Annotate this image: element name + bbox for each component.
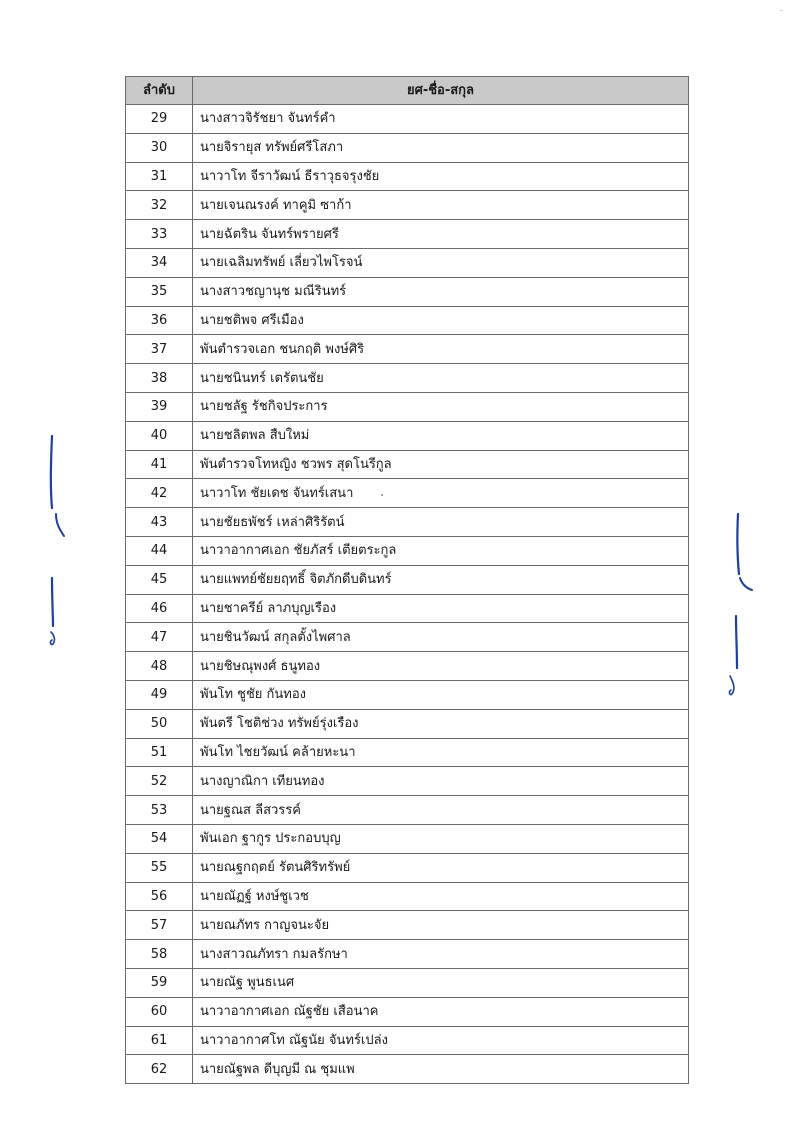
row-full-name: นายชลิตพล สืบใหม่ xyxy=(193,421,689,450)
row-full-name: นายณภัทร กาญจนะจัย xyxy=(193,911,689,940)
table-row xyxy=(126,997,689,1026)
row-full-name: พันโท ชูชัย กันทอง xyxy=(193,680,689,709)
row-full-name: นายชินวัฒน์ สกุลตั้งไพศาล xyxy=(193,623,689,652)
table-row xyxy=(126,824,689,853)
row-order-number: 60 xyxy=(126,997,193,1026)
row-order-number: 35 xyxy=(126,277,193,306)
row-order-number: 57 xyxy=(126,911,193,940)
row-order-number: 54 xyxy=(126,824,193,853)
table-row xyxy=(126,133,689,162)
row-order-number: 59 xyxy=(126,968,193,997)
table-row xyxy=(126,709,689,738)
row-full-name: นายจิรายุส ทรัพย์ศรีโสภา xyxy=(193,133,689,162)
handwritten-signature-icon xyxy=(720,508,760,708)
table-row xyxy=(126,248,689,277)
row-full-name: นางสาวจิรัชยา จันทร์คำ xyxy=(193,105,689,134)
table-body xyxy=(126,105,689,1084)
table-row xyxy=(126,105,689,134)
table-row xyxy=(126,191,689,220)
row-full-name: นายณัฏฐ์ หงษ์ชูเวช xyxy=(193,882,689,911)
row-full-name: นายณฐกฤตย์ รัตนศิริทรัพย์ xyxy=(193,853,689,882)
row-full-name: นายชิษณุพงศ์ ธนูทอง xyxy=(193,652,689,681)
table-row xyxy=(126,680,689,709)
row-full-name: นายชาครีย์ ลาภบุญเรือง xyxy=(193,594,689,623)
row-order-number: 37 xyxy=(126,335,193,364)
row-order-number: 56 xyxy=(126,882,193,911)
table-row xyxy=(126,364,689,393)
table-row xyxy=(126,940,689,969)
row-order-number: 32 xyxy=(126,191,193,220)
row-full-name: นายเจนณรงค์ ทาคูมิ ซาก้า xyxy=(193,191,689,220)
table-row xyxy=(126,392,689,421)
row-order-number: 51 xyxy=(126,738,193,767)
row-order-number: 38 xyxy=(126,364,193,393)
row-order-number: 30 xyxy=(126,133,193,162)
column-header-name: ยศ-ชื่อ-สกุล xyxy=(193,77,689,105)
table-row xyxy=(126,220,689,249)
row-order-number: 33 xyxy=(126,220,193,249)
row-full-name: พันโท ไชยวัฒน์ คล้ายหะนา xyxy=(193,738,689,767)
table-row xyxy=(126,508,689,537)
column-header-order: ลำดับ xyxy=(126,77,193,105)
row-order-number: 55 xyxy=(126,853,193,882)
table-row xyxy=(126,335,689,364)
table-row xyxy=(126,421,689,450)
row-full-name: พันเอก ฐากูร ประกอบบุญ xyxy=(193,824,689,853)
row-order-number: 40 xyxy=(126,421,193,450)
row-full-name: นาวาโท ชัยเดช จันทร์เสนา xyxy=(193,479,689,508)
row-order-number: 58 xyxy=(126,940,193,969)
scan-mark xyxy=(780,10,783,11)
row-order-number: 42 xyxy=(126,479,193,508)
row-full-name: นายชติพจ ศรีเมือง xyxy=(193,306,689,335)
row-order-number: 29 xyxy=(126,105,193,134)
row-order-number: 39 xyxy=(126,392,193,421)
row-full-name: นาวาอากาศโท ณัฐนัย จันทร์เปล่ง xyxy=(193,1026,689,1055)
row-full-name: นายฉัตริน จันทร์พรายศรี xyxy=(193,220,689,249)
row-full-name: นางสาวชญานุช มณีรินทร์ xyxy=(193,277,689,306)
table-row xyxy=(126,968,689,997)
row-order-number: 44 xyxy=(126,536,193,565)
row-order-number: 62 xyxy=(126,1055,193,1084)
row-full-name: นายณัฐพล ดีบุญมี ณ ชุมแพ xyxy=(193,1055,689,1084)
row-full-name: นายชนินทร์ เตรัตนชัย xyxy=(193,364,689,393)
row-full-name: นาวาโท จีราวัฒน์ ธีราวุธจรุงชัย xyxy=(193,162,689,191)
table-row xyxy=(126,479,689,508)
table-row xyxy=(126,536,689,565)
table-row xyxy=(126,796,689,825)
table-row xyxy=(126,882,689,911)
row-full-name: นางญาณิกา เทียนทอง xyxy=(193,767,689,796)
row-full-name: นางสาวณภัทรา กมลรักษา xyxy=(193,940,689,969)
row-order-number: 49 xyxy=(126,680,193,709)
stray-dot xyxy=(381,494,383,496)
table-row xyxy=(126,853,689,882)
row-full-name: นายณัฐ พูนธเนศ xyxy=(193,968,689,997)
row-order-number: 45 xyxy=(126,565,193,594)
row-full-name: นายแพทย์ชัยยฤทธิ์ จิตภักดีบดินทร์ xyxy=(193,565,689,594)
row-order-number: 34 xyxy=(126,248,193,277)
name-list-table xyxy=(125,76,689,1084)
row-full-name: นายฐณส ลีสวรรค์ xyxy=(193,796,689,825)
row-order-number: 31 xyxy=(126,162,193,191)
row-order-number: 52 xyxy=(126,767,193,796)
row-full-name: พันตรี โชติช่วง ทรัพย์รุ่งเรือง xyxy=(193,709,689,738)
row-order-number: 43 xyxy=(126,508,193,537)
table-row xyxy=(126,623,689,652)
row-full-name: นาวาอากาศเอก ชัยภัสร์ เตียตระกูล xyxy=(193,536,689,565)
row-order-number: 48 xyxy=(126,652,193,681)
row-full-name: นายชลัฐ รัชกิจประการ xyxy=(193,392,689,421)
row-full-name: พันตำรวจเอก ชนกฤติ พงษ์ศิริ xyxy=(193,335,689,364)
row-order-number: 46 xyxy=(126,594,193,623)
table-row xyxy=(126,911,689,940)
row-order-number: 41 xyxy=(126,450,193,479)
table-row xyxy=(126,450,689,479)
table-row xyxy=(126,162,689,191)
row-order-number: 61 xyxy=(126,1026,193,1055)
row-full-name: นายเฉลิมทรัพย์ เลี่ยวไพโรจน์ xyxy=(193,248,689,277)
row-order-number: 50 xyxy=(126,709,193,738)
table-row xyxy=(126,1055,689,1084)
table-row xyxy=(126,1026,689,1055)
table-row xyxy=(126,738,689,767)
table-row xyxy=(126,652,689,681)
table-row xyxy=(126,594,689,623)
row-order-number: 47 xyxy=(126,623,193,652)
table-header-row xyxy=(126,77,689,105)
row-full-name: นาวาอากาศเอก ณัฐชัย เสือนาค xyxy=(193,997,689,1026)
row-full-name: พันตำรวจโทหญิง ชวพร สุดโนรีกูล xyxy=(193,450,689,479)
row-order-number: 36 xyxy=(126,306,193,335)
row-order-number: 53 xyxy=(126,796,193,825)
table-row xyxy=(126,565,689,594)
table-row xyxy=(126,277,689,306)
row-full-name: นายชัยธพัชร์ เหล่าศิริรัตน์ xyxy=(193,508,689,537)
table-row xyxy=(126,306,689,335)
handwritten-signature-icon xyxy=(38,430,78,660)
table-row xyxy=(126,767,689,796)
